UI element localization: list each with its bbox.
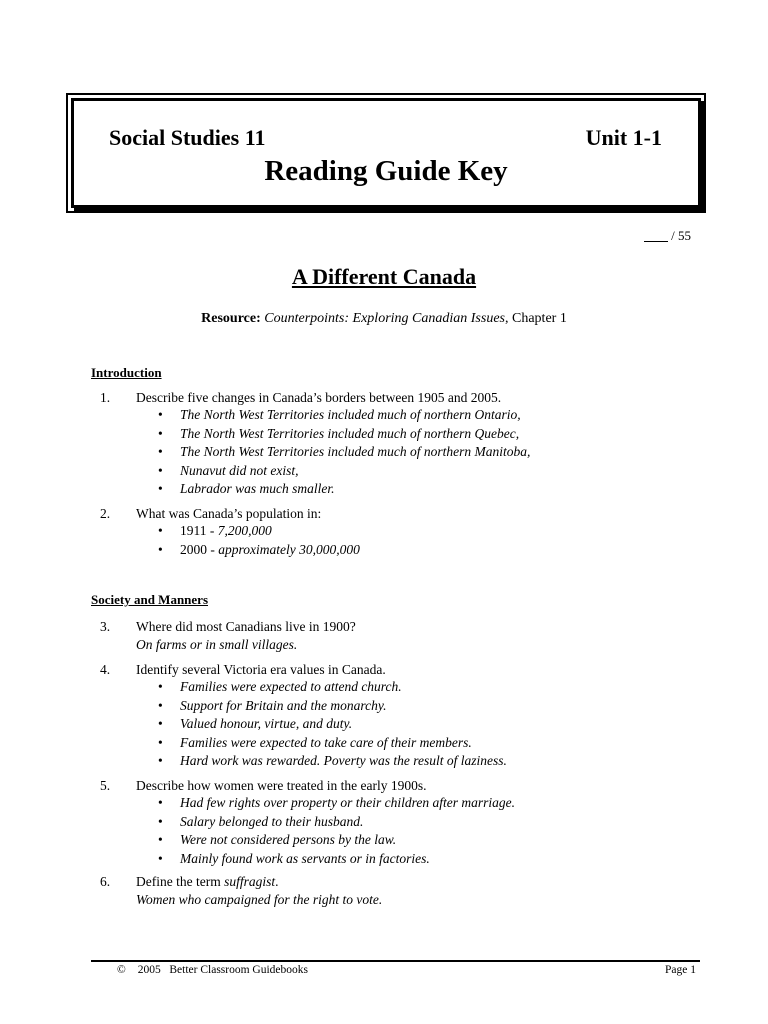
list-item: • 2000 - approximately 30,000,000 <box>158 541 360 557</box>
resource-label: Resource: <box>201 311 261 326</box>
question-1 <box>100 389 501 406</box>
header-box <box>66 93 706 213</box>
copyright-icon: © <box>117 964 126 976</box>
guide-title: Reading Guide Key <box>264 155 508 187</box>
question-2-answers <box>158 522 360 559</box>
resource-line <box>0 311 768 327</box>
question-text: Describe how women were treated in the early 1900s. <box>136 778 427 793</box>
question-4-answers <box>158 678 507 771</box>
footer-text: 2005 Better Classroom Guidebooks <box>137 964 308 976</box>
header-inner-frame <box>71 98 701 208</box>
list-item: • Salary belonged to their husband. <box>158 813 364 829</box>
question-4 <box>100 661 386 678</box>
section-heading-introduction: Introduction <box>91 365 162 380</box>
resource-title: Counterpoints: Exploring Canadian Issues <box>264 311 505 326</box>
question-3 <box>100 618 356 635</box>
footer-copyright <box>117 964 308 976</box>
list-item: • Families were expected to take care of their members. <box>158 734 472 750</box>
question-text: Identify several Victoria era values in Canada. <box>136 662 386 677</box>
question-number: 4. <box>100 662 111 677</box>
question-text: Where did most Canadians live in 1900? <box>136 619 356 634</box>
list-item: • Families were expected to attend church. <box>158 679 402 694</box>
unit-label: Unit 1-1 <box>585 125 662 150</box>
list-item: • Hard work was rewarded. Poverty was the result of laziness. <box>158 753 507 768</box>
document-title: A Different Canada <box>291 264 477 289</box>
list-item: • The North West Territories included much of northern Ontario, <box>158 407 521 422</box>
list-item: • Support for Britain and the monarchy. <box>158 697 387 713</box>
course-name: Social Studies 11 <box>109 125 266 150</box>
question-5-answers <box>158 794 515 868</box>
list-item: • The North West Territories included much of northern Manitoba, <box>158 444 531 459</box>
score-field <box>644 228 691 244</box>
page-number: Page 1 <box>665 964 696 976</box>
question-6-answer: Women who campaigned for the right to vote. <box>136 892 383 907</box>
resource-rest: , Chapter 1 <box>505 311 567 326</box>
list-item: • The North West Territories included much of northern Quebec, <box>158 425 520 441</box>
question-3-answer: On farms or in small villages. <box>136 637 298 652</box>
question-number: 5. <box>100 778 111 793</box>
question-number: 6. <box>100 874 111 889</box>
question-2 <box>100 505 321 522</box>
list-item: • Had few rights over property or their children after marriage. <box>158 795 515 810</box>
question-number: 1. <box>100 390 111 405</box>
question-term: suffragist <box>224 874 276 889</box>
question-text: What was Canada’s population in: <box>136 506 322 521</box>
question-6 <box>100 873 278 890</box>
list-item: • Labrador was much smaller. <box>158 481 335 496</box>
question-text-prefix: Define the term <box>136 874 225 889</box>
question-5 <box>100 777 427 794</box>
section-heading-society: Society and Manners <box>91 592 208 607</box>
footer-divider <box>91 960 700 962</box>
question-text-suffix: . <box>275 874 279 889</box>
question-text: Describe five changes in Canada’s borders between 1905 and 2005. <box>136 390 502 405</box>
list-item: • Were not considered persons by the law. <box>158 832 397 847</box>
list-item: • Mainly found work as servants or in factories. <box>158 850 430 866</box>
list-item: • Nunavut did not exist, <box>158 462 299 478</box>
question-number: 2. <box>100 506 111 521</box>
score-blank[interactable] <box>644 241 668 242</box>
list-item: • Valued honour, virtue, and duty. <box>158 716 353 731</box>
score-total: / 55 <box>671 228 691 243</box>
list-item: • 1911 - 7,200,000 <box>158 523 272 538</box>
question-1-answers <box>158 406 530 499</box>
question-number: 3. <box>100 619 111 634</box>
